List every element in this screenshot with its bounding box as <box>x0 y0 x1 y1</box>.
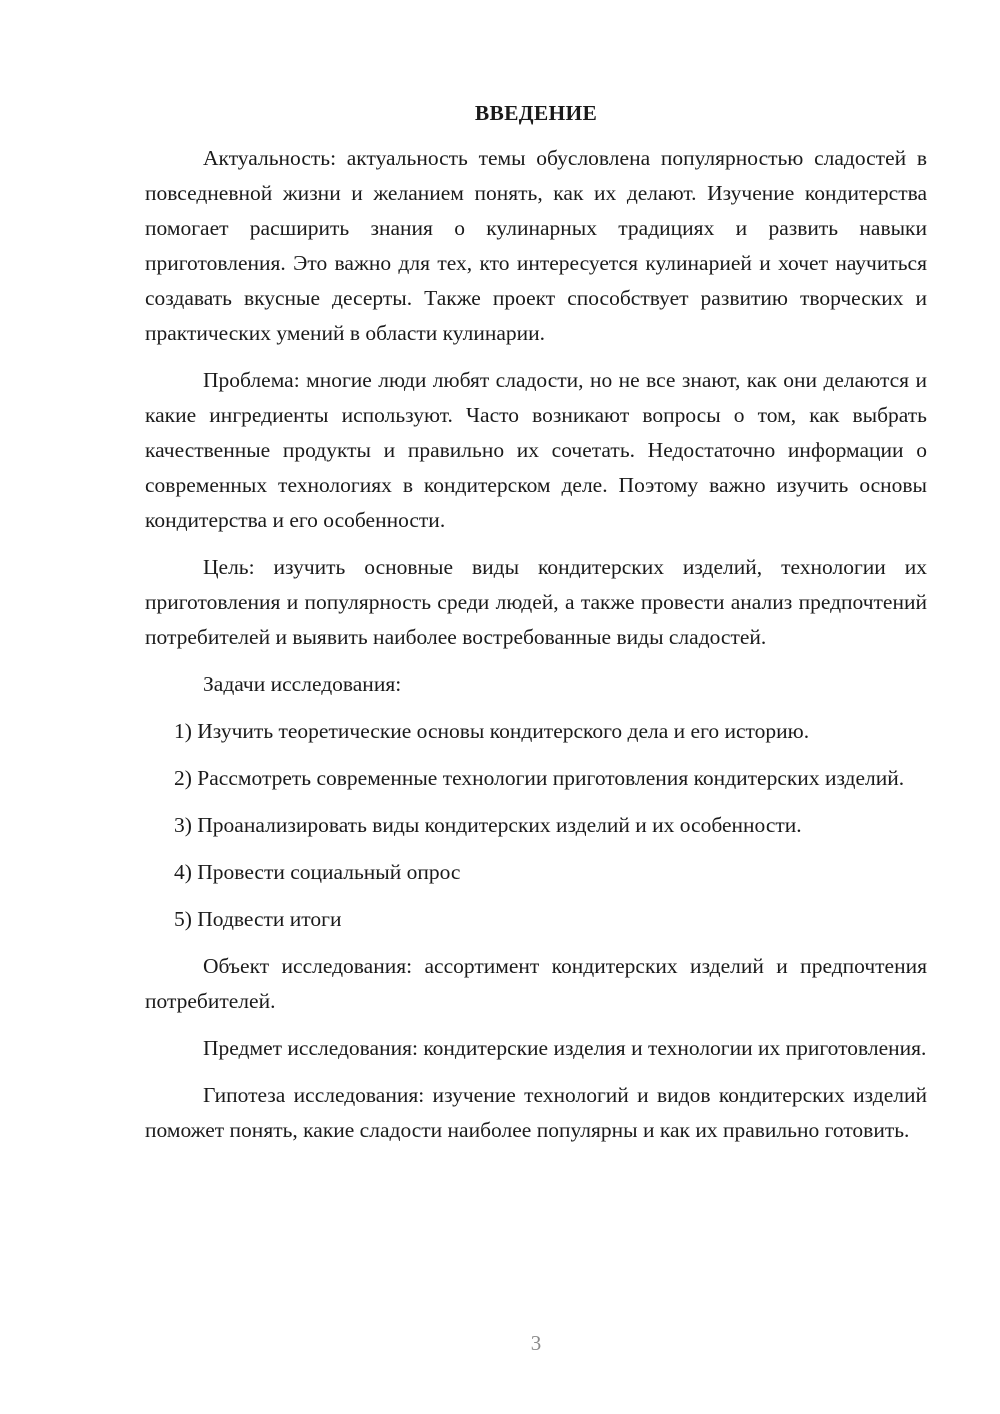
task-item: 4) Провести социальный опрос <box>174 860 461 884</box>
task-item: 2) Рассмотреть современные технологии приготовления кондитерских изделий. <box>174 766 905 790</box>
paragraph-relevance: Актуальность: актуальность темы обусловлена популярностью сладостей в повседневной жизни и желанием понять, как их делают. Изучение кондитерства помогает расширить знания о кулинарных традициях и развить навыки приготовления. Это важно для тех, кто интересуется кулинарией и хочет научиться создавать вкусные десерты. Также проект способствует развитию творческих и практических умений в области кулинарии. <box>145 146 927 345</box>
document-title: ВВЕДЕНИЕ <box>474 101 598 125</box>
paragraph-hypothesis: Гипотеза исследования: изучение технологий и видов кондитерских изделий поможет понять, какие сладости наиболее популярны и как их правильно готовить. <box>145 1083 927 1142</box>
paragraph-goal: Цель: изучить основные виды кондитерских изделий, технологии их приготовления и популярность среди людей, а также провести анализ предпочтений потребителей и выявить наиболее востребованные виды сладостей. <box>145 555 927 649</box>
task-item: 5) Подвести итоги <box>174 907 342 931</box>
paragraph-object: Объект исследования: ассортимент кондитерских изделий и предпочтения потребителей. <box>145 954 927 1013</box>
page-number: 3 <box>530 1331 542 1355</box>
task-item: 1) Изучить теоретические основы кондитерского дела и его историю. <box>174 719 810 743</box>
paragraph-subject: Предмет исследования: кондитерские изделия и технологии их приготовления. <box>203 1036 927 1060</box>
paragraph-problem: Проблема: многие люди любят сладости, но не все знают, как они делаются и какие ингредиенты используют. Часто возникают вопросы о том, как выбрать качественные продукты и правильно их сочетать. Недостаточно информации о современных технологиях в кондитерском деле. Поэтому важно изучить основы кондитерства и его особенности. <box>145 368 927 532</box>
task-item: 3) Проанализировать виды кондитерских изделий и их особенности. <box>174 813 802 837</box>
tasks-heading: Задачи исследования: <box>203 672 402 696</box>
document-page <box>145 96 927 1160</box>
tasks-list <box>145 714 927 937</box>
